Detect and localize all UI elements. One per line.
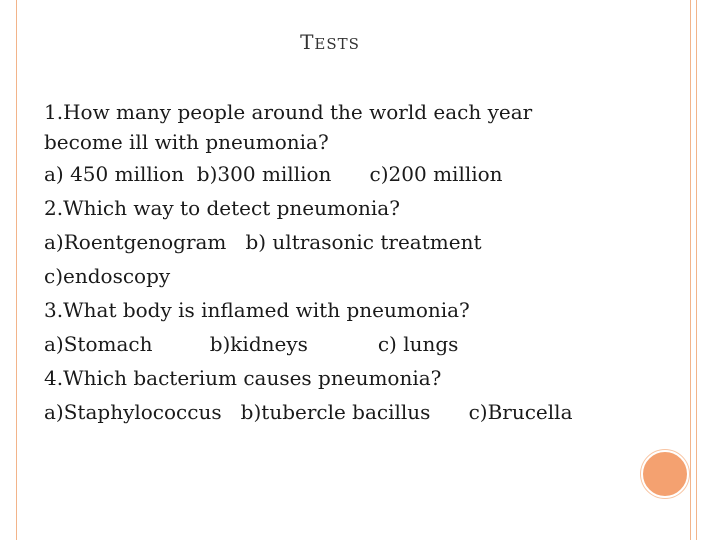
question-3: 3.What body is inflamed with pneumonia? bbox=[44, 298, 470, 322]
decorative-circle bbox=[641, 450, 689, 498]
question-2: 2.Which way to detect pneumonia? bbox=[44, 196, 400, 220]
right-frame-line-inner bbox=[696, 0, 697, 540]
question-4: 4.Which bacterium causes pneumonia? bbox=[44, 366, 442, 390]
question-1-answers: a) 450 million b)300 million c)200 million bbox=[44, 162, 503, 186]
slide-title bbox=[0, 30, 660, 54]
slide-title-initial: T bbox=[300, 30, 315, 54]
questions-body bbox=[44, 97, 664, 429]
question-4-answers: a)Staphylococcus b)tubercle bacillus c)Brucella bbox=[44, 400, 573, 424]
question-3-answers: a)Stomach b)kidneys c) lungs bbox=[44, 332, 459, 356]
question-2-answers-line-1: a)Roentgenogram b) ultrasonic treatment bbox=[44, 230, 482, 254]
question-2-answers-line-2: c)endoscopy bbox=[44, 264, 171, 288]
right-frame-line-outer bbox=[690, 0, 691, 540]
left-frame-line bbox=[16, 0, 17, 540]
slide-title-rest: ESTS bbox=[314, 35, 360, 53]
question-1-line-2: become ill with pneumonia? bbox=[44, 130, 329, 154]
question-1-line-1: 1.How many people around the world each year bbox=[44, 100, 533, 124]
